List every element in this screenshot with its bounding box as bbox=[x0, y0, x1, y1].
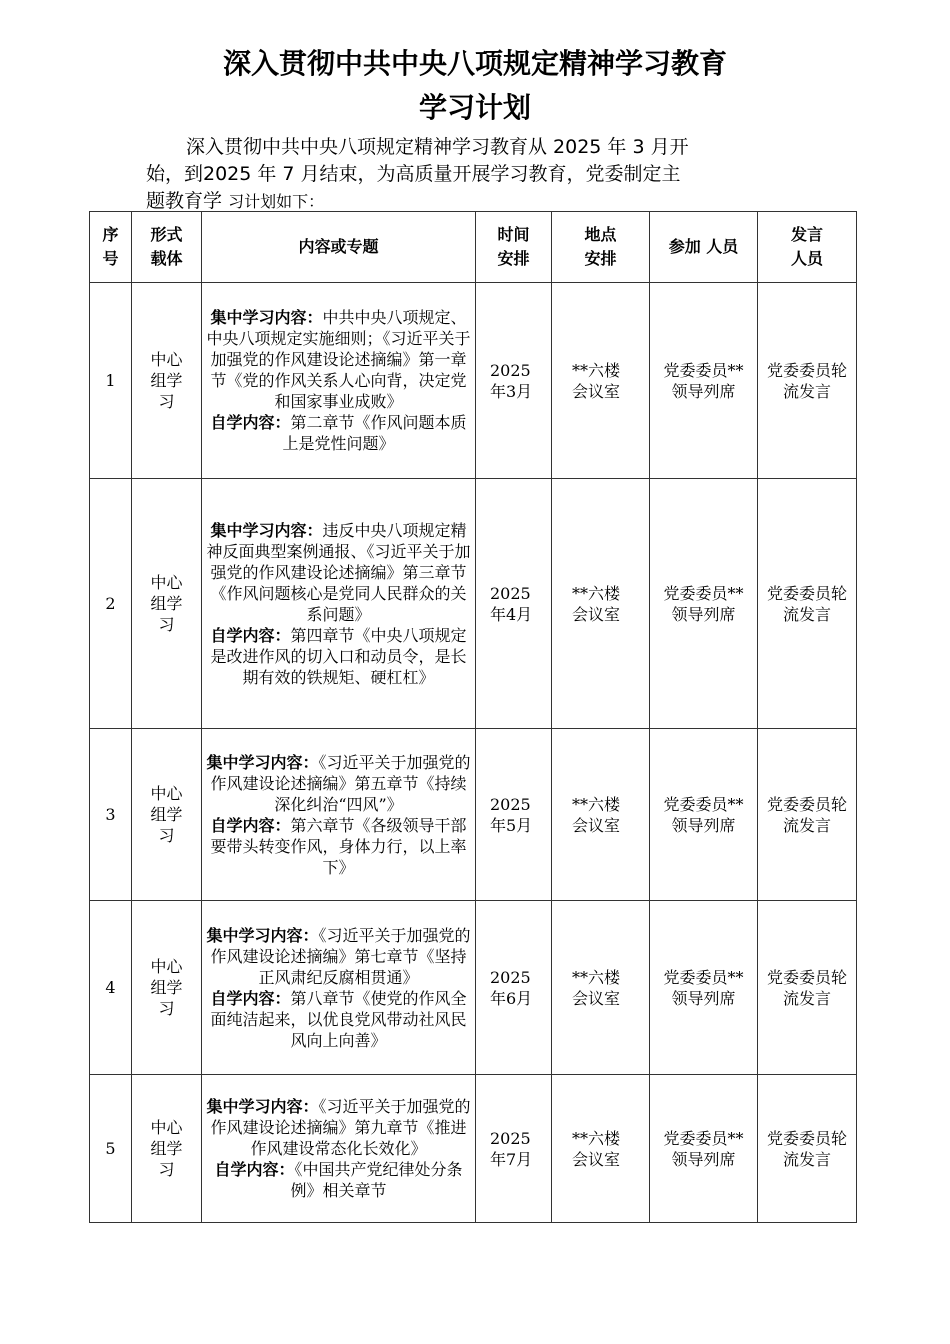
cell-time: 2025年7月 bbox=[476, 1075, 552, 1223]
focus-text: 《习近平关于加强党的作风建设论述摘编》第五章节《持续深化纠治“四风”》 bbox=[210, 752, 471, 814]
focus-label: 集中学习内容： bbox=[206, 925, 319, 945]
self-study-text: 《中国共产党纪律处分条例》相关章节 bbox=[290, 1160, 463, 1200]
focus-text: 《习近平关于加强党的作风建设论述摘编》第九章节《推进作风建设常态化长效化》 bbox=[210, 1097, 471, 1158]
cell-speakers: 党委委员轮流发言 bbox=[758, 729, 857, 901]
cell-place: **六楼 会议室 bbox=[552, 901, 650, 1075]
cell-time: 2025年4月 bbox=[476, 479, 552, 729]
intro-paragraph bbox=[146, 134, 816, 215]
header-participants: 参加 人员 bbox=[650, 212, 758, 283]
document-title-line2: 学习计划 bbox=[418, 91, 531, 124]
intro-line1: 深入贯彻中共中央八项规定精神学习教育从 2025 年 3 月开 bbox=[186, 136, 689, 158]
header-place: 地点安排 bbox=[552, 212, 650, 283]
cell-no: 3 bbox=[90, 729, 132, 901]
focus-label: 集中学习内容： bbox=[206, 1097, 319, 1116]
cell-place: **六楼 会议室 bbox=[552, 729, 650, 901]
document-title-line1: 深入贯彻中共中央八项规定精神学习教育 bbox=[222, 47, 727, 80]
cell-form: 中心组学习 bbox=[132, 479, 202, 729]
header-no: 序号 bbox=[90, 212, 132, 283]
table-header-row bbox=[90, 212, 857, 283]
self-study-label: 自学内容： bbox=[210, 625, 291, 645]
cell-time: 2025年6月 bbox=[476, 901, 552, 1075]
cell-no: 4 bbox=[90, 901, 132, 1075]
cell-no: 2 bbox=[90, 479, 132, 729]
cell-time: 2025年3月 bbox=[476, 283, 552, 479]
table-row bbox=[90, 901, 857, 1075]
self-study-text: 第四章节《中央八项规定是改进作风的切入口和动员令，是长期有效的铁规矩、硬杠杠》 bbox=[210, 625, 467, 687]
self-study-text: 第六章节《各级领导干部要带头转变作风，身体力行，以上率下》 bbox=[210, 815, 467, 877]
self-study-label: 自学内容： bbox=[210, 413, 291, 432]
cell-speakers: 党委委员轮流发言 bbox=[758, 283, 857, 479]
table-row bbox=[90, 479, 857, 729]
cell-content bbox=[202, 729, 476, 901]
cell-content bbox=[202, 479, 476, 729]
cell-time: 2025年5月 bbox=[476, 729, 552, 901]
cell-place: **六楼 会议室 bbox=[552, 479, 650, 729]
header-time: 时间安排 bbox=[476, 212, 552, 283]
table-row bbox=[90, 1075, 857, 1223]
focus-label: 集中学习内容： bbox=[206, 752, 319, 772]
self-study-text: 第二章节《作风问题本质上是党性问题》 bbox=[282, 413, 467, 453]
header-form: 形式载体 bbox=[132, 212, 202, 283]
intro-line3a: 题教育学 bbox=[146, 190, 223, 212]
header-speakers: 发言人员 bbox=[758, 212, 857, 283]
cell-participants: 党委委员**领导列席 bbox=[650, 283, 758, 479]
cell-no: 5 bbox=[90, 1075, 132, 1223]
table-row bbox=[90, 283, 857, 479]
self-study-text: 第八章节《使党的作风全面纯洁起来，以优良党风带动社风民风向上向善》 bbox=[210, 988, 467, 1050]
cell-content bbox=[202, 901, 476, 1075]
focus-label: 集中学习内容： bbox=[210, 308, 323, 327]
focus-label: 集中学习内容： bbox=[210, 520, 323, 540]
cell-participants: 党委委员**领导列席 bbox=[650, 729, 758, 901]
cell-form: 中心组学习 bbox=[132, 1075, 202, 1223]
focus-text: 违反中央八项规定精神反面典型案例通报、《习近平关于加强党的作风建设论述摘编》第三章节《作风问题核心是党同人民群众的关系问题》 bbox=[206, 520, 471, 624]
cell-form: 中心组学习 bbox=[132, 901, 202, 1075]
intro-line3b: 习计划如下： bbox=[228, 192, 325, 211]
focus-text: 《习近平关于加强党的作风建设论述摘编》第七章节《坚持正风肃纪反腐相贯通》 bbox=[210, 925, 471, 987]
header-content: 内容或专题 bbox=[202, 212, 476, 283]
self-study-label: 自学内容： bbox=[214, 1160, 295, 1179]
cell-participants: 党委委员**领导列席 bbox=[650, 1075, 758, 1223]
cell-form: 中心组学习 bbox=[132, 729, 202, 901]
table-row bbox=[90, 729, 857, 901]
focus-text: 中共中央八项规定、中央八项规定实施细则；《习近平关于加强党的作风建设论述摘编》第一章节《党的作风关系人心向背，决定党和国家事业成败》 bbox=[206, 308, 471, 411]
cell-speakers: 党委委员轮流发言 bbox=[758, 901, 857, 1075]
cell-speakers: 党委委员轮流发言 bbox=[758, 1075, 857, 1223]
cell-no: 1 bbox=[90, 283, 132, 479]
cell-place: **六楼 会议室 bbox=[552, 1075, 650, 1223]
cell-place: **六楼 会议室 bbox=[552, 283, 650, 479]
cell-participants: 党委委员**领导列席 bbox=[650, 479, 758, 729]
cell-speakers: 党委委员轮流发言 bbox=[758, 479, 857, 729]
cell-content bbox=[202, 283, 476, 479]
self-study-label: 自学内容： bbox=[210, 815, 291, 835]
study-plan-table bbox=[89, 211, 857, 1223]
cell-content bbox=[202, 1075, 476, 1223]
self-study-label: 自学内容： bbox=[210, 988, 291, 1008]
cell-form: 中心组学习 bbox=[132, 283, 202, 479]
intro-line2: 始，到2025 年 7 月结束，为高质量开展学习教育，党委制定主 bbox=[146, 163, 681, 185]
cell-participants: 党委委员**领导列席 bbox=[650, 901, 758, 1075]
